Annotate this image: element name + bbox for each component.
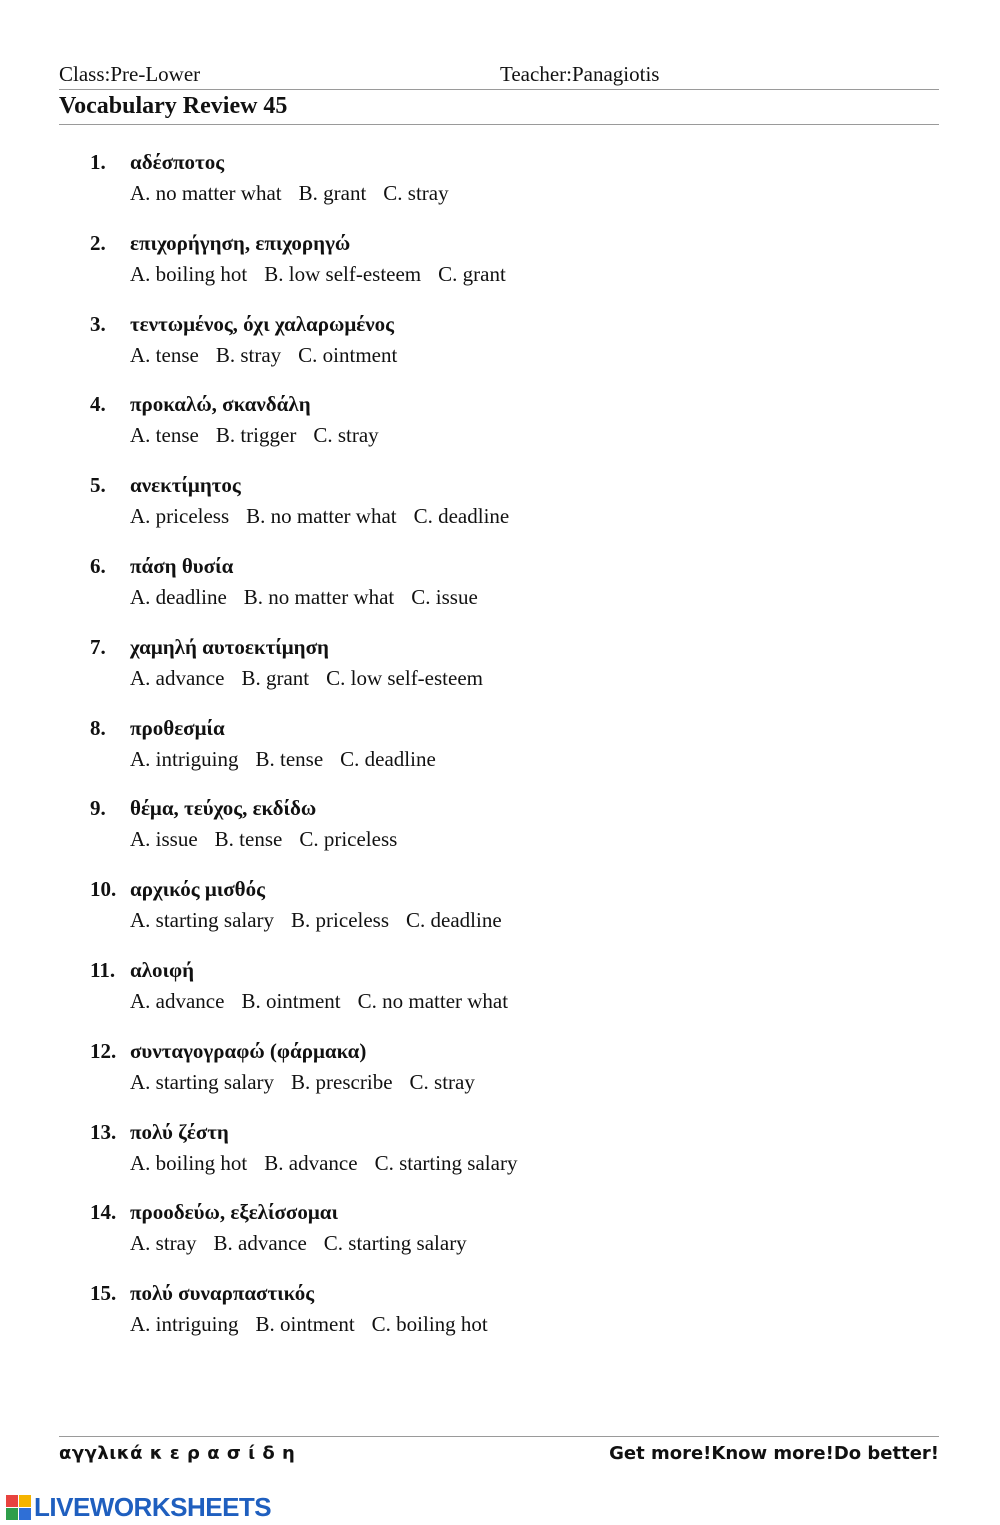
question-term: επιχορήγηση, επιχορηγώ [130,230,351,255]
question-term: αρχικός μισθός [130,877,265,902]
answer-option[interactable]: C. ointment [298,342,398,367]
answer-option[interactable]: B. no matter what [246,504,397,529]
answer-option[interactable]: B. tense [255,746,324,771]
question-number: 8. [90,715,106,740]
answer-option[interactable]: B. prescribe [291,1069,393,1094]
question-item [90,877,890,958]
footer [59,1436,939,1467]
title-row [59,93,939,125]
answer-options [130,747,453,772]
page-title: Vocabulary Review 45 [59,93,288,119]
question-item [90,231,890,312]
answer-option[interactable]: A. boiling hot [130,261,248,286]
answer-options [130,262,523,287]
question-term: τεντωμένος, όχι χαλαρωμένος [130,311,394,336]
question-item [90,958,890,1039]
question-term: ανεκτίμητος [130,473,241,498]
answer-option[interactable]: C. deadline [340,746,436,771]
question-item [90,473,890,554]
question-term: πολύ συναρπαστικός [130,1281,315,1306]
teacher-label: Teacher:Panagiotis [500,62,660,86]
liveworksheets-logo-icon [6,1495,31,1520]
question-number: 3. [90,311,106,336]
question-list [90,150,890,1362]
question-term: συνταγογραφώ (φάρμακα) [130,1038,367,1063]
liveworksheets-brand[interactable] [6,1492,271,1522]
answer-option[interactable]: C. low self-esteem [326,665,483,690]
answer-option[interactable]: A. advance [130,665,225,690]
question-term: αδέσποτος [130,150,225,174]
question-term: προοδεύω, εξελίσσομαι [130,1200,338,1225]
answer-option[interactable]: A. tense [130,342,199,367]
question-number: 6. [90,553,106,578]
answer-options [130,585,495,610]
question-term: πάση θυσία [130,553,234,578]
answer-option[interactable]: A. issue [130,827,198,852]
answer-option[interactable]: C. starting salary [323,1231,467,1256]
answer-option[interactable]: A. boiling hot [130,1150,248,1175]
answer-options [130,908,519,933]
answer-options [130,827,414,852]
answer-option[interactable]: C. grant [438,261,506,286]
question-item [90,392,890,473]
answer-option[interactable]: B. grant [298,181,367,205]
answer-option[interactable]: A. stray [130,1231,197,1256]
answer-option[interactable]: C. boiling hot [371,1312,488,1337]
answer-options [130,1231,484,1256]
logo-square [6,1508,18,1520]
question-number: 5. [90,473,106,498]
question-item [90,312,890,393]
answer-option[interactable]: A. no matter what [130,181,282,205]
question-term: προκαλώ, σκανδάλη [130,392,311,417]
question-number: 2. [90,230,106,255]
question-number: 13. [90,1119,117,1144]
question-item [90,796,890,877]
answer-options [130,666,500,691]
answer-option[interactable]: A. tense [130,423,199,448]
answer-option[interactable]: A. intriguing [130,746,239,771]
question-number: 14. [90,1200,117,1225]
answer-option[interactable]: C. no matter what [357,988,509,1013]
answer-option[interactable]: C. stray [313,423,379,448]
answer-option[interactable]: B. no matter what [243,584,395,609]
question-term: χαμηλή αυτοεκτίμηση [130,634,329,659]
question-item [90,635,890,716]
answer-options [130,181,466,206]
answer-option[interactable]: B. advance [213,1231,307,1256]
answer-option[interactable]: C. deadline [406,908,502,933]
answer-option[interactable]: A. starting salary [130,908,275,933]
answer-options [130,343,414,368]
answer-option[interactable]: A. intriguing [130,1312,239,1337]
question-item [90,1281,890,1362]
answer-option[interactable]: C. stray [383,181,449,205]
class-label: Class:Pre-Lower [59,62,201,86]
question-number: 4. [90,392,106,417]
answer-option[interactable]: B. ointment [241,988,341,1013]
question-item [90,1200,890,1281]
question-number: 12. [90,1038,117,1063]
answer-option[interactable]: B. ointment [255,1312,355,1337]
logo-square [6,1495,18,1507]
answer-option[interactable]: B. low self-esteem [264,261,422,286]
question-number: 1. [90,150,106,174]
answer-options [130,989,525,1014]
answer-option[interactable]: A. advance [130,988,225,1013]
question-number: 15. [90,1281,117,1306]
question-number: 9. [90,796,106,821]
question-term: θέμα, τεύχος, εκδίδω [130,796,317,821]
question-item [90,1120,890,1201]
header-row [59,62,939,90]
answer-option[interactable]: A. starting salary [130,1069,275,1094]
answer-option[interactable]: C. deadline [413,504,510,529]
question-item [90,150,890,231]
answer-option[interactable]: B. trigger [215,423,297,448]
answer-option[interactable]: C. starting salary [374,1150,518,1175]
answer-options [130,423,396,448]
answer-option[interactable]: B. grant [241,665,310,690]
question-term: πολύ ζέστη [130,1119,229,1144]
question-item [90,554,890,635]
answer-options [130,1070,492,1095]
question-term: προθεσμία [130,715,225,740]
answer-option[interactable]: A. priceless [130,504,230,529]
logo-square [19,1495,31,1507]
question-number: 11. [90,957,116,982]
question-term: αλοιφή [130,957,195,982]
question-item [90,1039,890,1120]
answer-option[interactable]: B. tense [214,827,283,852]
answer-option[interactable]: B. priceless [291,908,390,933]
answer-options [130,504,526,529]
answer-option[interactable]: C. stray [409,1069,475,1094]
brand-text: LIVEWORKSHEETS [34,1491,272,1522]
answer-option[interactable]: C. issue [411,584,478,609]
question-item [90,716,890,797]
answer-option[interactable]: A. deadline [130,584,227,609]
footer-left-text: αγγλικά κ ε ρ α σ ί δ η [59,1443,296,1464]
answer-options [130,1312,505,1337]
logo-square [19,1508,31,1520]
footer-slogan: Get more!Know more!Do better! [609,1443,939,1464]
answer-option[interactable]: C. priceless [299,827,398,852]
question-number: 10. [90,877,117,902]
answer-options [130,1151,534,1176]
answer-option[interactable]: B. advance [264,1150,358,1175]
answer-option[interactable]: B. stray [215,342,282,367]
question-number: 7. [90,634,106,659]
